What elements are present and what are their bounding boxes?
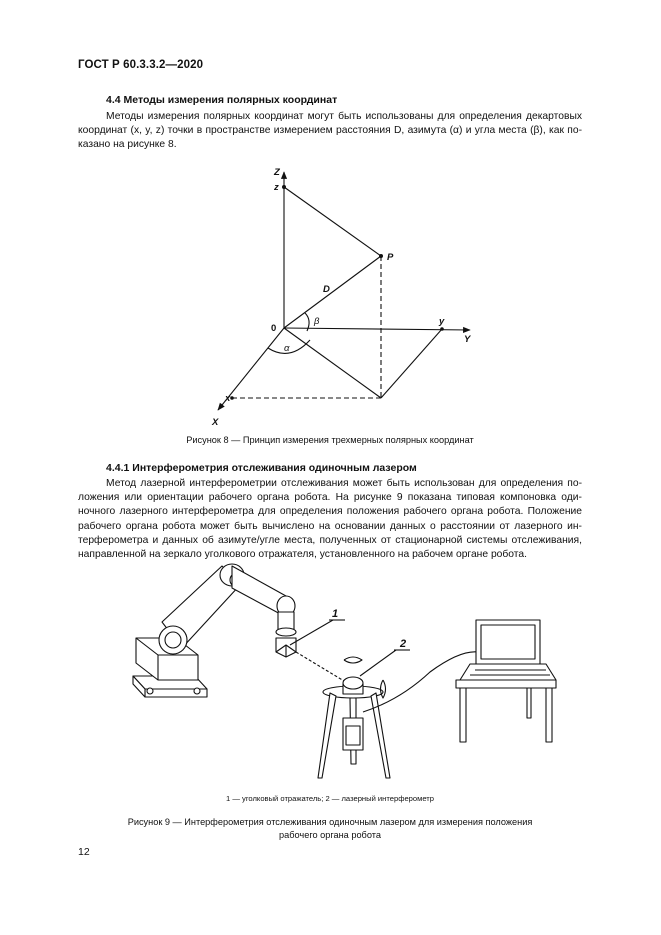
paragraph-line: координат (x, y, z) точки в пространстве измерением расстояния D, азимута (α) и угла места (β), как по- bbox=[78, 125, 582, 137]
paragraph-line: Метод лазерной интерферометрии отслеживания может быть использован для определения по- bbox=[106, 478, 582, 489]
y-axis-label: Y bbox=[464, 334, 471, 345]
computer-table bbox=[456, 680, 556, 742]
paragraph-line: ложения или ориентации рабочего органа робота. На рисунке 9 показана типовая компоновка оди- bbox=[78, 492, 582, 504]
alpha-label: α bbox=[284, 343, 290, 354]
y-point-label: y bbox=[439, 316, 445, 327]
paragraph-line: казано на рисунке 8. bbox=[78, 139, 177, 151]
paragraph-line: Методы измерения полярных координат могут быть использованы для определения декартовых bbox=[106, 111, 582, 122]
laser-beam-line bbox=[296, 652, 344, 681]
callout-1-label: 1 bbox=[332, 608, 339, 620]
figure-9-caption-line-1: Рисунок 9 — Интерферометрия отслеживания одиночным лазером для измерения положения bbox=[127, 817, 533, 827]
paragraph-line: рабочего органа робота может быть вычислено на основании данных о расстоянии от лазерного ин- bbox=[78, 520, 582, 532]
robot-upper-arm bbox=[232, 566, 296, 636]
tripod bbox=[318, 686, 390, 778]
paragraph-line: терферометра и данных об азимуте/угле места, полученных от стационарной системы отслеживания, bbox=[78, 534, 582, 546]
callout-2-label: 2 bbox=[400, 638, 407, 650]
laptop-computer bbox=[460, 620, 556, 680]
d-label: D bbox=[323, 284, 330, 295]
figure-9-legend: 1 — уголковый отражатель; 2 — лазерный интерферометр bbox=[225, 794, 435, 803]
laser-interferometer bbox=[343, 677, 363, 694]
paragraph-line: ночного лазерного интерферометра для определения положения рабочего органа робота. Положение bbox=[78, 506, 582, 518]
azimuth-rotation-icon bbox=[344, 657, 362, 663]
page-number: 12 bbox=[78, 846, 90, 858]
z-axis-label: Z bbox=[274, 167, 280, 178]
p-point-label: P bbox=[387, 252, 394, 263]
section-heading-4-4-1: 4.4.1 Интерферометрия отслеживания одиночным лазером bbox=[106, 462, 417, 474]
beta-label: β bbox=[314, 316, 320, 327]
figure-9-caption-line-2: рабочего органа робота bbox=[279, 830, 381, 840]
elevation-rotation-icon bbox=[381, 680, 386, 698]
x-axis-label: X bbox=[212, 417, 219, 428]
x-point-label: x bbox=[225, 393, 231, 404]
section-heading-4-4: 4.4 Методы измерения полярных координат bbox=[106, 94, 338, 106]
origin-label: 0 bbox=[271, 323, 277, 334]
robot-lower-arm bbox=[159, 564, 244, 654]
document-code: ГОСТ Р 60.3.3.2—2020 bbox=[78, 59, 204, 71]
corner-reflector bbox=[276, 638, 296, 657]
z-point-label: z bbox=[274, 182, 279, 193]
callout-2-leader bbox=[360, 650, 396, 676]
figure-8-caption: Рисунок 8 — Принцип измерения трехмерных полярных координат bbox=[186, 435, 474, 445]
paragraph-line: направленной на зеркало уголкового отражателя, установленного на рабочем органе робота. bbox=[78, 549, 527, 561]
